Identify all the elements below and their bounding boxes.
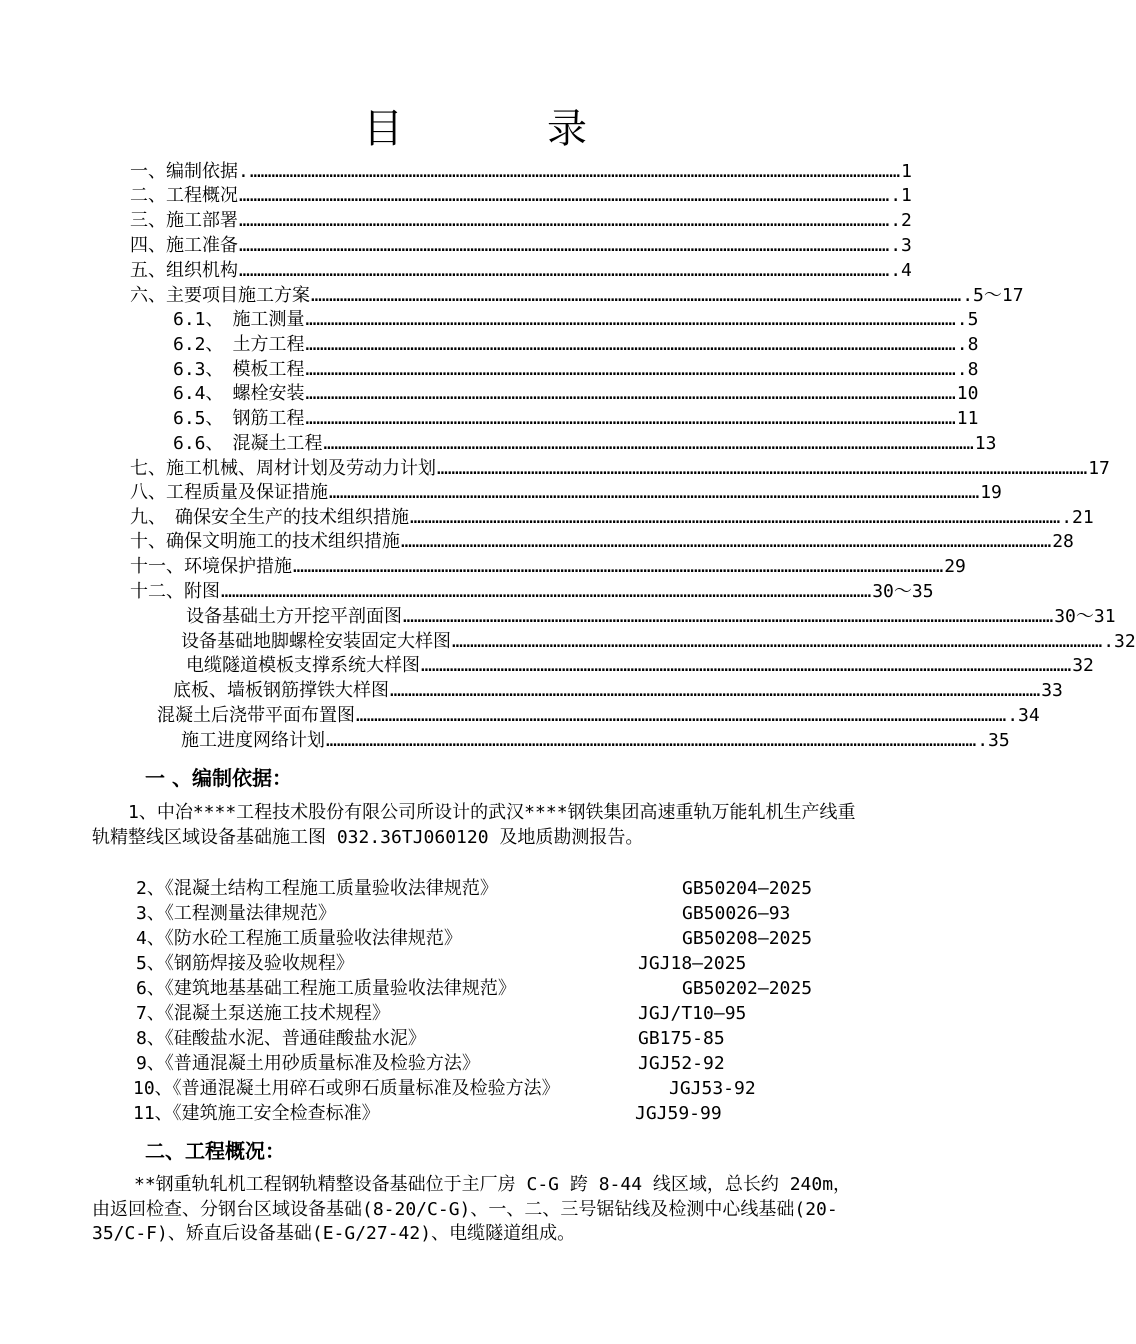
reference-code: JGJ/T10—95 (638, 1003, 747, 1024)
toc-entry-title: 6.2、 土方工程 (173, 334, 305, 355)
toc-leader-dots: ……………………………………………………………………………………………………………………………………………………………… (421, 655, 1072, 676)
reference-code: GB175-85 (638, 1028, 725, 1049)
toc-entry-page: 13 (974, 433, 997, 454)
reference-code: JGJ52-92 (638, 1053, 725, 1074)
toc-entry[interactable] (130, 209, 912, 233)
toc-entry[interactable] (130, 555, 966, 579)
toc-leader-dots: ……………………………………………………………………………………………………………………………………………………………… (329, 482, 980, 503)
toc-entry-title: 七、施工机械、周材计划及劳动力计划 (130, 458, 436, 479)
toc-entry-page: 32 (1072, 655, 1094, 676)
toc-entry-title: 一、编制依据. (130, 161, 249, 182)
toc-entry-page: .5 (956, 309, 979, 330)
reference-code: JGJ18—2025 (638, 953, 747, 974)
toc-entry[interactable] (173, 358, 979, 382)
toc-entry-page: .4 (890, 260, 912, 281)
reference-code: JGJ59-99 (635, 1103, 722, 1124)
toc-entry-title: 电缆隧道模板支撑系统大样图 (186, 655, 420, 676)
reference-item (136, 901, 840, 926)
toc-entry-page: 30～35 (872, 581, 934, 602)
toc-entry-page: .3 (890, 235, 912, 256)
reference-title: 5、《钢筋焊接及验收规程》 (136, 953, 354, 974)
reference-code: GB50202—2025 (682, 978, 813, 999)
page-title: 目 录 (363, 106, 639, 152)
toc-entry-page: .8 (956, 359, 979, 380)
reference-title: 11、《建筑施工安全检查标准》 (133, 1103, 380, 1124)
reference-title: 10、《普通混凝土用碎石或卵石质量标准及检验方法》 (133, 1078, 560, 1099)
reference-item (136, 926, 840, 951)
toc-leader-dots: ……………………………………………………………………………………………………………………………………………………………… (326, 730, 977, 751)
toc-entry[interactable] (173, 382, 979, 406)
toc-entry-title: 设备基础土方开挖平剖面图 (186, 606, 402, 627)
toc-entry-page: 30～31 (1054, 606, 1116, 627)
toc-entry-title: 五、组织机构 (130, 260, 238, 281)
toc-leader-dots: ……………………………………………………………………………………………………………………………………………………………… (410, 507, 1061, 528)
toc-leader-dots: ……………………………………………………………………………………………………………………………………………………………… (305, 408, 956, 429)
toc-entry-page: .1 (890, 185, 912, 206)
reference-item (133, 1076, 837, 1101)
toc-leader-dots: ……………………………………………………………………………………………………………………………………………………………… (437, 458, 1088, 479)
toc-leader-dots: ……………………………………………………………………………………………………………………………………………………………… (356, 705, 1007, 726)
toc-entry-title: 九、 确保安全生产的技术组织措施 (130, 507, 409, 528)
toc-entry[interactable] (181, 729, 1010, 753)
toc-leader-dots: ……………………………………………………………………………………………………………………………………………………………… (305, 383, 956, 404)
toc-entry-page: 33 (1041, 680, 1063, 701)
section-heading-overview: 二、工程概况： (145, 1139, 285, 1163)
toc-leader-dots: ……………………………………………………………………………………………………………………………………………………………… (305, 309, 956, 330)
toc-entry[interactable] (186, 654, 1094, 678)
toc-entry-title: 施工进度网络计划 (181, 730, 325, 751)
toc-entry-title: 十一、环境保护措施 (130, 556, 292, 577)
toc-entry-page: 10 (956, 383, 979, 404)
toc-entry-title: 设备基础地脚螺栓安装固定大样图 (181, 631, 451, 652)
toc-leader-dots: ……………………………………………………………………………………………………………………………………………………………… (305, 359, 956, 380)
toc-entry[interactable] (130, 506, 1094, 530)
reference-title: 8、《硅酸盐水泥、普通硅酸盐水泥》 (136, 1028, 426, 1049)
reference-item (136, 1026, 840, 1051)
toc-leader-dots: ……………………………………………………………………………………………………………………………………………………………… (239, 185, 890, 206)
toc-entry-page: .35 (977, 730, 1010, 751)
toc-leader-dots: ……………………………………………………………………………………………………………………………………………………………… (305, 334, 956, 355)
reference-title: 7、《混凝土泵送施工技术规程》 (136, 1003, 390, 1024)
reference-item (136, 951, 840, 976)
toc-entry-title: 八、工程质量及保证措施 (130, 482, 328, 503)
toc-entry[interactable] (173, 432, 997, 456)
toc-entry-page: .5～17 (962, 285, 1024, 306)
toc-leader-dots: ……………………………………………………………………………………………………………………………………………………………… (311, 285, 962, 306)
toc-leader-dots: ……………………………………………………………………………………………………………………………………………………………… (452, 631, 1103, 652)
toc-entry-title: 四、施工准备 (130, 235, 238, 256)
toc-entry[interactable] (130, 580, 934, 604)
toc-leader-dots: ……………………………………………………………………………………………………………………………………………………………… (390, 680, 1041, 701)
reference-title: 9、《普通混凝土用砂质量标准及检验方法》 (136, 1053, 480, 1074)
reference-item (133, 1101, 837, 1126)
toc-entry-title: 6.4、 螺栓安装 (173, 383, 305, 404)
section-heading-basis: 一 、编制依据： (145, 766, 292, 790)
overview-paragraph: **钢重轨轧机工程钢轨精整设备基础位于主厂房 C-G 跨 8-44 线区域，总长约 240m，由返回检查、分钢台区域设备基础(8-20/C-G)、一、二、三号锯钻线及检测中心线基础(20-35/C-F)、矫直后设备基础(E-G/27-42)、电缆隧道组成。 (92, 1174, 852, 1245)
toc-entry-page: .2 (890, 210, 912, 231)
toc-entry-page: .32 (1103, 631, 1136, 652)
toc-leader-dots: ……………………………………………………………………………………………………………………………………………………………… (401, 531, 1052, 552)
toc-leader-dots: ……………………………………………………………………………………………………………………………………………………………… (293, 556, 944, 577)
toc-leader-dots: ……………………………………………………………………………………………………………………………………………………………… (323, 433, 974, 454)
toc-leader-dots: ……………………………………………………………………………………………………………………………………………………………… (239, 210, 890, 231)
toc-entry[interactable] (130, 481, 1002, 505)
toc-entry[interactable] (173, 679, 1063, 703)
toc-entry-page: 28 (1052, 531, 1074, 552)
toc-entry[interactable] (130, 530, 1074, 554)
reference-title: 6、《建筑地基基础工程施工质量验收法律规范》 (136, 978, 516, 999)
toc-leader-dots: ……………………………………………………………………………………………………………………………………………………………… (403, 606, 1054, 627)
toc-entry[interactable] (130, 457, 1110, 481)
toc-entry-title: 6.6、 混凝土工程 (173, 433, 323, 454)
toc-entry-title: 十、确保文明施工的技术组织措施 (130, 531, 400, 552)
toc-leader-dots: ……………………………………………………………………………………………………………………………………………………………… (221, 581, 872, 602)
toc-entry-title: 6.1、 施工测量 (173, 309, 305, 330)
toc-entry-title: 六、主要项目施工方案 (130, 285, 310, 306)
toc-entry-page: 17 (1088, 458, 1110, 479)
toc-entry-page: 29 (944, 556, 966, 577)
toc-entry-title: 二、工程概况 (130, 185, 238, 206)
reference-item (136, 876, 840, 901)
reference-item (136, 976, 840, 1001)
reference-title: 2、《混凝土结构工程施工质量验收法律规范》 (136, 878, 498, 899)
toc-entry-page: 1 (901, 161, 912, 182)
toc-entry-title: 6.3、 模板工程 (173, 359, 305, 380)
reference-title: 3、《工程测量法律规范》 (136, 903, 336, 924)
reference-item (136, 1001, 840, 1026)
toc-entry[interactable] (130, 234, 912, 258)
reference-item (136, 1051, 840, 1076)
toc-entry-title: 底板、墙板钢筋撑铁大样图 (173, 680, 389, 701)
toc-entry[interactable] (157, 704, 1040, 728)
toc-leader-dots: ……………………………………………………………………………………………………………………………………………………………… (239, 235, 890, 256)
toc-entry-title: 6.5、 钢筋工程 (173, 408, 305, 429)
toc-entry-title: 十二、附图 (130, 581, 220, 602)
reference-code: GB50026—93 (682, 903, 791, 924)
toc-entry[interactable] (173, 308, 979, 332)
toc-entry-page: 19 (980, 482, 1002, 503)
toc-entry[interactable] (130, 184, 912, 208)
toc-entry-title: 三、施工部署 (130, 210, 238, 231)
toc-entry[interactable] (130, 259, 912, 283)
toc-entry-page: .21 (1061, 507, 1094, 528)
toc-leader-dots: ……………………………………………………………………………………………………………………………………………………………… (249, 161, 901, 182)
reference-title: 4、《防水砼工程施工质量验收法律规范》 (136, 928, 462, 949)
toc-entry-page: 11 (956, 408, 979, 429)
reference-code: GB50208—2025 (682, 928, 813, 949)
toc-entry[interactable] (181, 630, 1136, 654)
toc-entry-title: 混凝土后浇带平面布置图 (157, 705, 355, 726)
toc-entry[interactable] (186, 605, 1116, 629)
reference-code: JGJ53-92 (669, 1078, 756, 1099)
basis-intro-paragraph: 1、中冶****工程技术股份有限公司所设计的武汉****钢铁集团高速重轨万能轧机生产线重轨精整线区域设备基础施工图 032.36TJ060120 及地质勘测报告。 (92, 802, 856, 848)
toc-entry-page: .34 (1007, 705, 1040, 726)
toc-entry[interactable] (173, 333, 979, 357)
toc-entry[interactable] (130, 160, 912, 184)
toc-entry[interactable] (130, 284, 1024, 308)
toc-entry-page: .8 (956, 334, 979, 355)
toc-leader-dots: ……………………………………………………………………………………………………………………………………………………………… (239, 260, 890, 281)
reference-code: GB50204—2025 (682, 878, 813, 899)
toc-entry[interactable] (173, 407, 979, 431)
